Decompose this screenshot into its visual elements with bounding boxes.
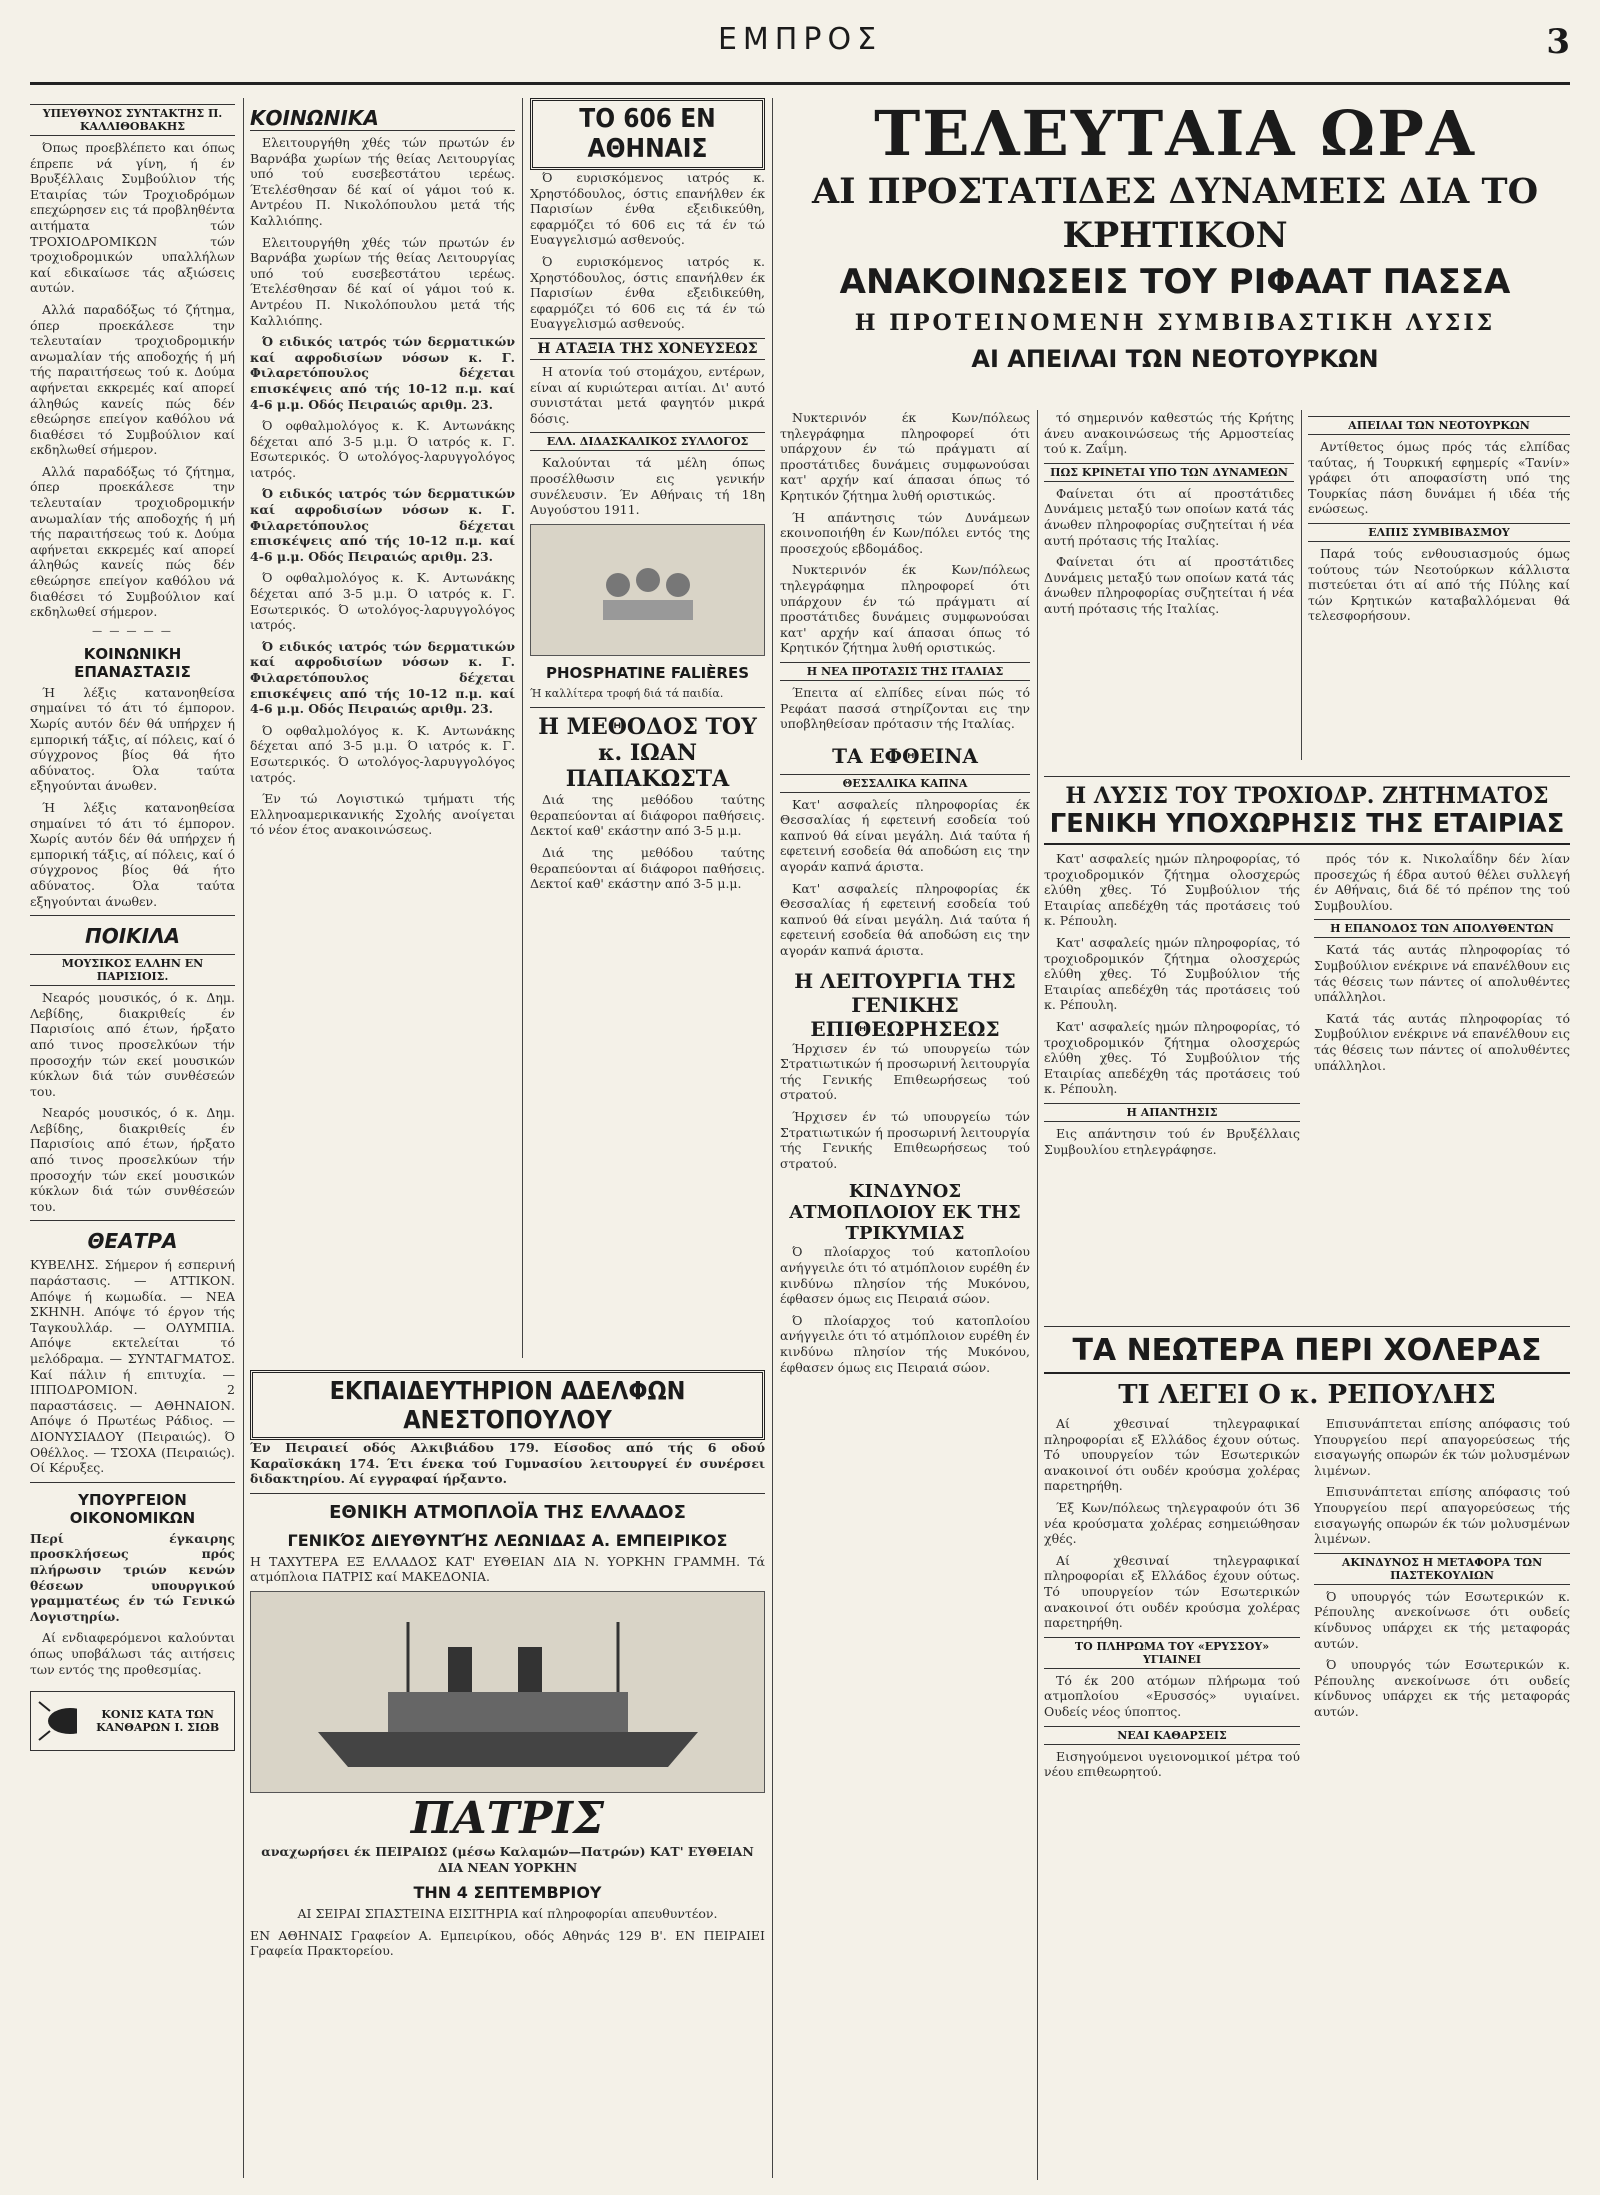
headline-main: ΤΕΛΕΥΤΑΙΑ ΩΡΑ — [874, 98, 1476, 170]
heading-poikila: ΠΟΙΚΙΛΑ — [84, 924, 181, 949]
divider: — — — — — — [92, 625, 173, 637]
headline-4: Η ΠΡΟΤΕΙΝΟΜΕΝΗ ΣΥΜΒΙΒΑΣΤΙΚΗ ΛΥΣΙΣ — [854, 310, 1496, 336]
article-koinonika: Ελειτουργήθη χθές τών πρωτών έν Βαρνάβα χωρίων τής θείας Λειτουργίας υπό τού ευσεβεστάτου ιερέως. Έτελέσθησαν δέ καί οί γάμοι τού κ. Αντρέου Π. Νικολόπουλου μετά τής Καλλιόπης. — [250, 135, 515, 228]
leitourgia-text-2: Ήρχισεν έν τώ υπουργείω τών Στρατιωτικών ή προσωρινή λειτουργία τής Γενικής Επιθεωρήσεως τού στρατού. — [780, 1109, 1030, 1171]
column-3 — [530, 98, 765, 1358]
atmoploia-director: ΓΕΝΙΚΌΣ ΔΙΕΥΘΥΝΤΉΣ ΛΕΩΝΙΔΑΣ Α. ΕΜΠΕΙΡΙΚΟΣ — [287, 1530, 728, 1550]
leitourgia-text: Ήρχισεν έν τώ υπουργείω τών Στρατιωτικών ή προσωρινή λειτουργία τής Γενικής Επιθεωρήσεως τού στρατού. — [780, 1040, 1030, 1103]
ship-name: ΠΑΤΡΙΣ — [410, 1792, 605, 1844]
article-koinoniki: Ή λέξις κατανοηθείσα σημαίνει τό άτι τό έμπορον. Χωρίς αυτόν δέν θά υπήρχεν ή εμπορική τάξις, αί πόλεις, καί ό σύγχρονος βίος θά ήτο αδύνατος. Όλα ταύτα εξηγούνται άνωθεν. — [30, 684, 235, 794]
crete-text-1: Νυκτερινόν έκ Κων/πόλεως τηλεγράφημα πληροφορεί ότι υπάρχουν έν τώ πράγματι αί προστάτιδες δυνάμεις συμφωνούσαι κατ' αρχήν καί άπασαι όπως τό Κρητικόν ζήτημα λυθή οριστικώς. — [780, 410, 1030, 503]
efthinia-title: ΤΑ ΕΦΘΕΙΝΑ — [832, 743, 978, 768]
cholera-text-5: Επισυνάπτεται επίσης απόφασις τού Υπουργείου περί απαγορεύσεως τής εισαγωγής οπωρών έκ τών μολυσμένων λιμένων. — [1314, 1416, 1570, 1478]
heading-theatra: ΘΕΑΤΡΑ — [87, 1229, 178, 1254]
kindynos-text-2: Ό πλοίαρχος τού κατοπλοίου ανήγγειλε ότι τό ατμόπλοιον ευρέθη έν κινδύνω πλησίον τής Μυκόνου, έφθασεν όμως εις Πειραιά σώον. — [780, 1312, 1030, 1375]
article-koinonika-2: Ελειτουργήθη χθές τών πρωτών έν Βαρνάβα χωρίων τής θείας Λειτουργίας υπό τού ευσεβεστάτου ιερέως. Έτελέσθησαν δέ καί οί γάμοι τού κ. Αντρέου Π. Νικολόπουλου μετά τής Καλλιόπης. — [250, 234, 515, 328]
methodos-text: Διά της μεθόδου ταύτης θεραπεύονται αί διάφοροι παθήσεις. Δεκτοί καθ' εκάστην από 3-5 μ.μ. — [530, 792, 765, 839]
ataxia-text: Η ατονία τού στομάχου, εντέρων, είναι αί κυριώτεραι αιτίαι. Δι' αυτό συνιστάται μετά φαγητόν μικρά δόσις. — [530, 363, 765, 426]
doctor-notice-2: Ό οφθαλμολόγος κ. Κ. Αντωνάκης δέχεται από 3-5 μ.μ. Ό ιατρός κ. Γ. Εσωτερικός. Ό ωτολόγος-λαρυγγολόγος ιατρός. — [250, 418, 515, 480]
ad-beetle — [30, 1691, 235, 1751]
headline-5: ΑΙ ΑΠΕΙΛΑΙ ΤΩΝ ΝΕΟΤΟΥΡΚΩΝ — [971, 345, 1379, 373]
epanodos-text: Κατά τάς αυτάς πληροφορίας τό Συμβούλιον ενέκρινε νά επανέλθουν εις τάς θέσεις των πάντες οί απολυθέντες υπάλληλοι. — [1314, 942, 1570, 1005]
article-theatra: ΚΥΒΕΛΗΣ. Σήμερον ή εσπερινή παράστασις. — ΑΤΤΙΚΟΝ. Απόψε ή κωμωδία. — ΝΕΑ ΣΚΗΝΗ. Απόψε τό έργον τής Ταγκουλλάρ. — ΟΛΥΜΠΙΑ. Απόψε εκτελείται τό μελόδραμα. — ΣΥΝΤΑΓΜΑΤΟΣ. Καί πάλιν ή επιτυχία. — ΙΠΠΟΔΡΟΜΙΟΝ. 2 παραστάσεις. — ΑΘΗΝΑΙΟΝ. Απόψε ό Πρωτέως Ράδιος. — ΔΙΟΝΥΣΙΑΔΟΥ (Πειραιώς). Ό Οθέλλος. — ΤΣΟΧΑ (Πειραιώς). Οί Κέρυξες. — [30, 1257, 235, 1476]
school-text: Έν Πειραιεί οδός Αλκιβιάδου 179. Είσοδος από τής 6 οδού Καραϊσκάκη 174. Έτι ένεκα τού Γυμνασίου λειτουργεί έν συνέρσει διδακτηρίου. Αί εγγραφαί ήρξαντο. — [250, 1440, 765, 1487]
trolley-sub: ΓΕΝΙΚΗ ΥΠΟΧΩΡΗΣΙΣ ΤΗΣ ΕΤΑΙΡΙΑΣ — [1044, 809, 1570, 845]
article-trolley-body: Αλλά παραδόξως τό ζήτημα, όπερ προεκάλεσε την τελευταίαν τροχιοδρομικήν ανωμαλίαν τής αποδοχής ή μή τής παραιτήσεως τού κ. Δούμα αφήνεται εκκρεμές καί απορεί άληθώς κανείς πώς δέν εθεώρησε επείγον καθόλου νά διαθέσει τό Συμβούλιον καί εκδηλωθεί σήμερον. — [30, 301, 235, 458]
column-4 — [780, 410, 1030, 2180]
article-ypourgeion: Αί ενδιαφερόμενοι καλούνται όπως υποβάλωσι τάς αιτήσεις των εντός της προθεσμίας. — [30, 1630, 235, 1677]
ad-phosphatine-image — [530, 524, 765, 656]
kindynos-title: ΚΙΝΔΥΝΟΣ ΑΤΜΟΠΛΟΙΟΥ ΕΚ ΤΗΣ ΤΡΙΚΥΜΙΑΣ — [789, 1181, 1021, 1245]
cholera-text-3: Τό έκ 200 ατόμων πλήρωμα τού ατμοπλοίου «Ερυσσός» υγιαίνει. Ουδείς νέος ύποπτος. — [1044, 1672, 1300, 1719]
heading-ypourgeion: ΥΠΟΥΡΓΕΙΟΝ ΟΙΚΟΝΟΜΙΚΩΝ — [69, 1490, 196, 1527]
article-trolley-body-2: Αλλά παραδόξως τό ζήτημα, όπερ προεκάλεσε την τελευταίαν τροχιοδρομικήν ανωμαλίαν τής αποδοχής ή μή τής παραιτήσεως τού κ. Δούμα αφήνεται εκκρεμές καί απορεί άληθώς κανείς πώς δέν εθεώρησε επείγον καθόλου νά διαθέσει τό Συμβούλιον καί εκδηλωθεί σήμερον. — [30, 463, 235, 620]
beetle-icon — [35, 1696, 77, 1746]
leitourgia-title: Η ΛΕΙΤΟΥΡΓΙΑ ΤΗΣ ΓΕΝΙΚΗΣ ΕΠΙΘΕΩΡΗΣΕΩΣ — [794, 968, 1016, 1041]
ship-line-4: ΕΝ ΑΘΗΝΑΙΣ Γραφείον Α. Εμπειρίκου, οδός Αθηνάς 129 Β'. ΕΝ ΠΕΙΡΑΙΕΙ Γραφεία Πρακτορείου. — [250, 1927, 765, 1959]
cholera-title: ΤΑ ΝΕΩΤΕΡΑ ΠΕΡΙ ΧΟΛΕΡΑΣ — [1044, 1333, 1570, 1374]
crete-col5-text-3: Φαίνεται ότι αί προστάτιδες Δυνάμεις μεταξύ των οποίων κατά τάς άνωθεν πληροφορίας συζητείται ή νέα αυτή πρότασις τής Ιταλίας. — [1044, 554, 1294, 616]
ship-line-2: ΤΗΝ 4 ΣΕΠΤΕΜΒΡΙΟΥ — [413, 1883, 602, 1903]
cholera-text-1b: Αί χθεσιναί τηλεγραφικαί πληροφορίαι εξ Ελλάδος έχουν ούτως. Τό υπουργείον τών Εσωτερικών ανακοινοί ότι ουδέν κρούσμα χολέρας παρετηρήθη. — [1044, 1552, 1300, 1631]
trolley-text-4: πρός τόν κ. Νικολαΐδην δέν λίαν προσεχώς ή έδρα αυτού θέλει συλλεγή έν Αθήναις, διά δέ τό πρέπον της τού Συμβουλίου. — [1314, 851, 1570, 913]
akindynos-title: ΑΚΙΝΔΥΝΟΣ Η ΜΕΤΑΦΟΡΑ ΤΩΝ ΠΑΣΤΕΚΟΥΛΙΩΝ — [1314, 1553, 1570, 1585]
apantisis-text: Εις απάντησιν τού έν Βρυξέλλαις Συμβουλίου ετηλεγράφησε. — [1044, 1125, 1300, 1157]
article-school: Έν τώ Λογιστικώ τμήματι τής Ελληνοαμερικανικής Σχολής ανοίγεται τό νέον έτος ανακοινώσεως. — [250, 791, 515, 838]
efthinia-text: Κατ' ασφαλείς πληροφορίας έκ Θεσσαλίας ή εφετεινή εσοδεία τού καπνού θά είναι μεγάλη. Διά ταύτα ή εφετεινή εσοδεία θά αποδώση εις την αγοράν καπνά άριστα. — [780, 796, 1030, 875]
box-606-title: ΤΟ 606 ΕΝ ΑΘΗΝΑΙΣ — [530, 98, 765, 170]
didaskalos-text: Καλούνται τά μέλη όπως προσέλθωσιν εις γενικήν συνέλευσιν. Έν Αθήναις τή 18η Αυγούστου 1911. — [530, 455, 765, 518]
trolley-text: Κατ' ασφαλείς ημών πληροφορίας, τό τροχιοδρομικόν ζήτημα ολοσχερώς ελύθη χθες. Τό Συμβούλιον τής Εταιρίας απεδέχθη τάς προτάσεις τού κ. Ρέπουλη. — [1044, 851, 1300, 929]
article-koinoniki-2: Ή λέξις κατανοηθείσα σημαίνει τό άτι τό έμπορον. Χωρίς αυτόν δέν θά υπήρχεν ή εμπορική τάξις, αί πόλεις, καί ό σύγχρονος βίος θά ήτο αδύνατος. Όλα ταύτα εξηγούνται άνωθεν. — [30, 799, 235, 909]
doctor-notice-5: Ό ειδικός ιατρός τών δερματικών καί αφροδισίων νόσων κ. Γ. Φιλαρετόπουλος δέχεται επισκέψεις από τής 10-12 π.μ. καί 4-6 μ.μ. Οδός Πειραιώς αριθμ. 23. — [250, 638, 515, 717]
elpis-sub: ΕΛΠΙΣ ΣΥΜΒΙΒΑΣΜΟΥ — [1308, 523, 1570, 542]
newspaper-title: ΕΜΠΡΟΣ — [717, 22, 883, 57]
column-2 — [250, 98, 515, 1358]
article-poikila-2: Νεαρός μουσικός, ό κ. Δημ. Λεβίδης, διακριθείς έν Παρισίοις από έτων, ήρξατο από τινος προσελκύων τήν προσοχήν τών εκεί μουσικών κύκλων διά τών συνθέσεών του. — [30, 1105, 235, 1214]
crete-col5-text-2: Φαίνεται ότι αί προστάτιδες Δυνάμεις μεταξύ των οποίων κατά τάς άνωθεν πληροφορίας συζητείται ή νέα αυτή πρότασις τής Ιταλίας. — [1044, 485, 1294, 548]
trolley-text-2: Κατ' ασφαλείς ημών πληροφορίας, τό τροχιοδρομικόν ζήτημα ολοσχερώς ελύθη χθες. Τό Συμβούλιον τής Εταιρίας απεδέχθη τάς προτάσεις τού κ. Ρέπουλη. — [1044, 934, 1300, 1013]
column-1 — [30, 98, 235, 2178]
school-title: ΕΚΠΑΙΔΕΥΤΗΡΙΟΝ ΑΔΕΛΦΩΝ ΑΝΕΣΤΟΠΟΥΛΟΥ — [250, 1370, 765, 1440]
box-606-text: Ό ευρισκόμενος ιατρός κ. Χρηστόδουλος, όστις επανήλθεν έκ Παρισίων ένθα εξειδικεύθη, εφαρμόζει τό 606 εις τά έν τώ Ευαγγελισμώ ασθενούς. — [530, 170, 765, 248]
ship-image — [250, 1591, 765, 1793]
akindynos-text-2: Ό υπουργός τών Εσωτερικών κ. Ρέπουλης ανεκοίνωσε ότι ουδείς κίνδυνος υπάρχει εκ τής μεταφοράς αυτών. — [1314, 1657, 1570, 1719]
kindynos-text: Ό πλοίαρχος τού κατοπλοίου ανήγγειλε ότι τό ατμόπλοιον ευρέθη έν κινδύνω πλησίον τής Μυκόνου, έφθασεν όμως εις Πειραιά σώον. — [780, 1244, 1030, 1307]
didaskalos-title: ΕΛΛ. ΔΙΔΑΣΚΑΛΙΚΟΣ ΣΥΛΛΟΓΟΣ — [530, 432, 765, 451]
children-illustration-icon — [588, 555, 708, 625]
masthead — [30, 22, 1570, 85]
cholera-text-1: Αί χθεσιναί τηλεγραφικαί πληροφορίαι εξ Ελλάδος έχουν ούτως. Τό υπουργείον τών Εσωτερικών ανακοινοί ότι ουδέν κρούσμα χολέρας παρετηρήθη. — [1044, 1416, 1300, 1494]
ship-line-1: αναχωρήσει έκ ΠΕΙΡΑΙΩΣ (μέσω Καλαμών—Πατρών) ΚΑΤ' ΕΥΘΕΙΑΝ ΔΙΑ ΝΕΑΝ ΥΟΡΚΗΝ — [261, 1843, 754, 1875]
cholera-sub-2: ΤΟ ΠΛΗΡΩΜΑ ΤΟΥ «ΕΡΥΣΣΟΥ» ΥΓΙΑΙΝΕΙ — [1044, 1637, 1300, 1669]
article-poikila: Νεαρός μουσικός, ό κ. Δημ. Λεβίδης, διακριθείς έν Παρισίοις από έτων, ήρξατο από τινος προσελκύων τήν προσοχήν τών εκεί μουσικών κύκλων διά τών συνθέσεών του. — [30, 990, 235, 1099]
crete-col5-sub: ΠΩΣ ΚΡΙΝΕΤΑΙ ΥΠΟ ΤΩΝ ΔΥΝΑΜΕΩΝ — [1044, 463, 1294, 482]
doctor-notice-1: Ό ειδικός ιατρός τών δερματικών καί αφροδισίων νόσων κ. Γ. Φιλαρετόπουλος δέχεται επισκέψεις από τής 10-12 π.μ. καί 4-6 μ.μ. Οδός Πειραιώς αριθμ. 23. — [250, 334, 515, 412]
neotourkoi-sub: ΑΠΕΙΛΑΙ ΤΩΝ ΝΕΟΤΟΥΡΚΩΝ — [1308, 416, 1570, 435]
methodos-text-2: Διά της μεθόδου ταύτης θεραπεύονται αί διάφοροι παθήσεις. Δεκτοί καθ' εκάστην από 3-5 μ.μ. — [530, 845, 765, 892]
trolley-block — [1044, 770, 1570, 1290]
doctor-notice-6: Ό οφθαλμολόγος κ. Κ. Αντωνάκης δέχεται από 3-5 μ.μ. Ό ιατρός κ. Γ. Εσωτερικός. Ό ωτολόγος-λαρυγγολόγος ιατρός. — [250, 722, 515, 785]
column-6 — [1308, 410, 1570, 760]
doctor-notice-3: Ό ειδικός ιατρός τών δερματικών καί αφροδισίων νόσων κ. Γ. Φιλαρετόπουλος δέχεται επισκέψεις από τής 10-12 π.μ. καί 4-6 μ.μ. Οδός Πειραιώς αριθμ. 23. — [250, 486, 515, 564]
crete-col5-text-1: τό σημερινόν καθεστώς τής Κρήτης άνευ ανακοινώσεως τής Αρμοστείας τού κ. Ζαΐμη. — [1044, 410, 1294, 457]
atmoploia-text: Η ΤΑΧΥΤΕΡΑ ΕΞ ΕΛΛΑΔΟΣ ΚΑΤ' ΕΥΘΕΙΑΝ ΔΙΑ Ν. ΥΟΡΚΗΝ ΓΡΑΜΜΗ. Τά ατμόπλοια ΠΑΤΡΙΣ καί ΜΑΚΕΔΟΝΙΑ. — [250, 1553, 765, 1585]
neotourkoi-text: Αντίθετος όμως πρός τάς ελπίδας ταύτας, ή Τουρκική εφημερίς «Τανίν» γράφει ότι αποφασίστη υπό της Τουρκίας πάση δυνάμει ή ιδέα τής ενώσεως. — [1308, 439, 1570, 517]
efthinia-sub: ΘΕΣΣΑΛΙΚΑ ΚΑΠΝΑ — [780, 774, 1030, 793]
efthinia-text-2: Κατ' ασφαλείς πληροφορίας έκ Θεσσαλίας ή εφετεινή εσοδεία τού καπνού θά είναι μεγάλη. Διά ταύτα ή εφετεινή εσοδεία θά αποδώση εις την αγοράν καπνά άριστα. — [780, 880, 1030, 959]
ataxia-title: Η ΑΤΑΞΙΑ ΤΗΣ ΧΟΝΕΥΣΕΩΣ — [530, 338, 765, 360]
sub-poikila: ΜΟΥΣΙΚΟΣ ΕΛΛΗΝ ΕΝ ΠΑΡΙΣΙΟΙΣ. — [30, 954, 235, 986]
cholera-text-4: Εισηγούμενοι υγειονομικοί μέτρα τού νέου επιθεωρητού. — [1044, 1748, 1300, 1780]
epanodos-title: Η ΕΠΑΝΟΔΟΣ ΤΩΝ ΑΠΟΛΥΘΕΝΤΩΝ — [1314, 919, 1570, 938]
cholera-text-2: Έξ Κων/πόλεως τηλεγραφούν ότι 36 νέα κρούσματα χολέρας εσημειώθησαν χθές. — [1044, 1499, 1300, 1547]
crete-text-1b: Νυκτερινόν έκ Κων/πόλεως τηλεγράφημα πληροφορεί ότι υπάρχουν έν τώ πράγματι αί προστάτιδες δυνάμεις συμφωνούσαι κατ' αρχήν καί άπασαι όπως τό Κρητικόν ζήτημα λυθή οριστικώς. — [780, 562, 1030, 656]
cholera-text-5b: Επισυνάπτεται επίσης απόφασις τού Υπουργείου περί απαγορεύσεως τής εισαγωγής οπωρών έκ τών μολυσμένων λιμένων. — [1314, 1484, 1570, 1547]
steamship-icon — [298, 1602, 718, 1782]
article-trolley-lead: Όπως προεβλέπετο και όπως έπρεπε νά γίνη, ή έν Βρυξέλλαις Συμβούλιον τής Εταιρίας τών Τροχιοδρόμων επεχώρησεν εις τά προβληθέντα αιτήματα τών ΤΡΟΧΙΟΔΡΟΜΙΚΩΝ τών τροχιοδρομικών υπαλλήλων καί εδικαίωσε τάς αξιώσεις αυτών. — [30, 140, 235, 296]
akindynos-text: Ό υπουργός τών Εσωτερικών κ. Ρέπουλης ανεκοίνωσε ότι ουδείς κίνδυνος υπάρχει εκ τής μεταφοράς αυτών. — [1314, 1588, 1570, 1651]
epanodos-text-2: Κατά τάς αυτάς πληροφορίας τό Συμβούλιον ενέκρινε νά επανέλθουν εις τάς θέσεις των πάντες οί απολυθέντες υπάλληλοι. — [1314, 1010, 1570, 1073]
ad-beetle-text: ΚΟΝΙΣ ΚΑΤΑ ΤΩΝ ΚΑΝΘΑΡΩΝ Ι. ΣΙΩΒ — [96, 1708, 220, 1735]
cholera-block — [1044, 1320, 1570, 2180]
heading-koinoniki: ΚΟΙΝΩΝΙΚΗ ΕΠΑΝΑΣΤΑΣΙΣ — [74, 644, 191, 681]
ad-phosphatine-note: Ή καλλίτερα τροφή διά τά παιδία. — [530, 686, 724, 700]
ship-line-3: ΑΙ ΣΕΙΡΑΙ ΣΠΑΣΤΕΙΝΑ ΕΙΣΙΤΗΡΙΑ καί πληροφορίαι απευθυντέον. — [297, 1906, 718, 1922]
crete-sub-italy: Η ΝΕΑ ΠΡΟΤΑΣΙΣ ΤΗΣ ΙΤΑΛΙΑΣ — [780, 662, 1030, 681]
cholera-sub-3: ΝΕΑΙ ΚΑΘΑΡΣΕΙΣ — [1044, 1726, 1300, 1745]
trolley-title: Η ΛΥΣΙΣ ΤΟΥ ΤΡΟΧΙΟΔΡ. ΖΗΤΗΜΑΤΟΣ — [1065, 783, 1549, 809]
page-number: 3 — [1546, 22, 1570, 62]
sub-ypourgeion: Περί έγκαιρης προσκλήσεως πρός πλήρωσιν τριών κενών θέσεων υπουργικού γραμματέως έν τώ Γενικώ Λογιστηρίω. — [30, 1530, 235, 1624]
apantisis-title: Η ΑΠΑΝΤΗΣΙΣ — [1044, 1103, 1300, 1122]
cholera-sub: ΤΙ ΛΕΓΕΙ Ο κ. ΡΕΠΟΥΛΗΣ — [1118, 1380, 1496, 1410]
editor-line: ΥΠΕΥΘΥΝΟΣ ΣΥΝΤΑΚΤΗΣ Π. ΚΑΛΛΙΘΟΒΑΚΗΣ — [30, 104, 235, 136]
ad-phosphatine: PHOSPHATINE FALIÈRES — [545, 663, 750, 682]
heading-koinonika: ΚΟΙΝΩΝΙΚΑ — [250, 106, 515, 131]
box-606-text-2: Ό ευρισκόμενος ιατρός κ. Χρηστόδουλος, όστις επανήλθεν έκ Παρισίων ένθα εξειδικεύθη, εφαρμόζει τό 606 εις τά έν τώ Ευαγγελισμώ ασθενούς. — [530, 253, 765, 332]
crete-text-3: Έπειτα αί ελπίδες είναι πώς τό Ρεφάατ πασσά στηρίζονται εις την υποβληθείσαν πρότασιν τής Ιταλίας. — [780, 684, 1030, 732]
trolley-text-3: Κατ' ασφαλείς ημών πληροφορίας, τό τροχιοδρομικόν ζήτημα ολοσχερώς ελύθη χθες. Τό Συμβούλιον τής Εταιρίας απεδέχθη τάς προτάσεις τού κ. Ρέπουλη. — [1044, 1018, 1300, 1097]
atmoploia-title: ΕΘΝΙΚΗ ΑΤΜΟΠΛΟΪΑ ΤΗΣ ΕΛΛΑΔΟΣ — [329, 1501, 686, 1523]
wide-ads — [250, 1370, 765, 2180]
methodos-title: Η ΜΕΘΟΔΟΣ ΤΟΥ κ. ΙΩΑΝ ΠΑΠΑΚΩΣΤΑ — [538, 714, 757, 793]
headline-block — [780, 98, 1570, 408]
elpis-text: Παρά τούς ενθουσιασμούς όμως τούτους τών Νεοτούρκων κάλλιστα πιστεύεται ότι αί από τής Πύλης καί τών Κρητικών καταβαλλόμεναι θά τελεσφορήσουν. — [1308, 545, 1570, 624]
headline-3: ΑΝΑΚΟΙΝΩΣΕΙΣ ΤΟΥ ΡΙΦΑΑΤ ΠΑΣΣΑ — [839, 262, 1511, 302]
column-5 — [1044, 410, 1294, 760]
crete-text-2: Ή απάντησις τών Δυνάμεων εκοινοποιήθη έν Κων/πόλει εντός της προσεχούς εβδομάδος. — [780, 509, 1030, 556]
headline-2: ΑΙ ΠΡΟΣΤΑΤΙΔΕΣ ΔΥΝΑΜΕΙΣ ΔΙΑ ΤΟ ΚΡΗΤΙΚΟΝ — [811, 171, 1539, 256]
doctor-notice-4: Ό οφθαλμολόγος κ. Κ. Αντωνάκης δέχεται από 3-5 μ.μ. Ό ιατρός κ. Γ. Εσωτερικός. Ό ωτολόγος-λαρυγγολόγος ιατρός. — [250, 570, 515, 633]
